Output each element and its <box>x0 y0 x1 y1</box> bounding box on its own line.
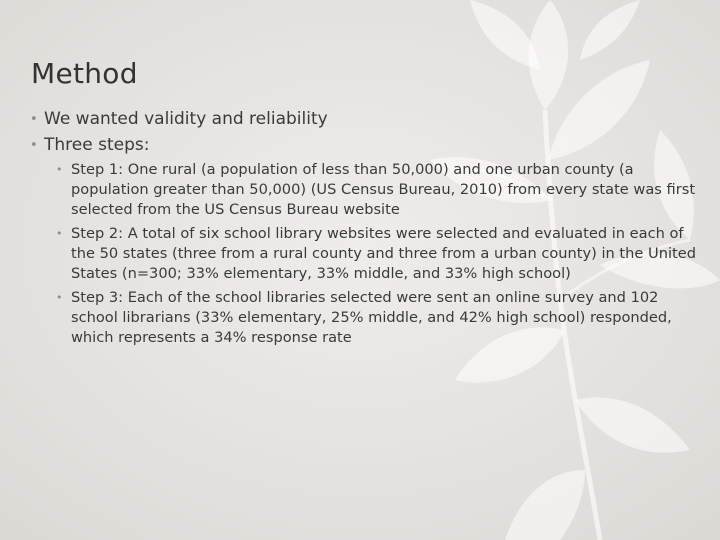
sub-bullet-item <box>56 160 696 220</box>
slide-title: Method <box>31 57 138 90</box>
bullet-item <box>30 133 696 348</box>
sub-bullet-list <box>56 160 696 348</box>
sub-bullet-text: Step 1: One rural (a population of less than 50,000) and one urban county (a population greater than 50,000) (US Census Bureau, 2010) from every state was first selected from the US Census Bureau website <box>71 161 696 218</box>
sub-bullet-text: Step 3: Each of the school libraries selected were sent an online survey and 102 school librarians (33% elementary, 25% middle, and 42% high school) responded, which represents a 34% response rate <box>71 289 672 346</box>
bullet-icon: • <box>56 291 63 304</box>
sub-bullet-item <box>56 288 696 348</box>
bullet-icon: • <box>56 163 63 176</box>
bullet-icon: • <box>30 138 38 153</box>
sub-bullet-text: Step 2: A total of six school library websites were selected and evaluated in each of the 50 states (three from a rural county and three from a urban county) in the United States (n=300; 33% elementary, 33% middle, and 33% high school) <box>71 225 696 282</box>
bullet-text: Three steps: <box>44 135 150 155</box>
bullet-text: We wanted validity and reliability <box>44 109 328 129</box>
bullet-item <box>30 107 690 132</box>
sub-bullet-item <box>56 224 696 284</box>
bullet-icon: • <box>30 112 38 127</box>
bullet-list <box>30 107 696 352</box>
bullet-icon: • <box>56 227 63 240</box>
